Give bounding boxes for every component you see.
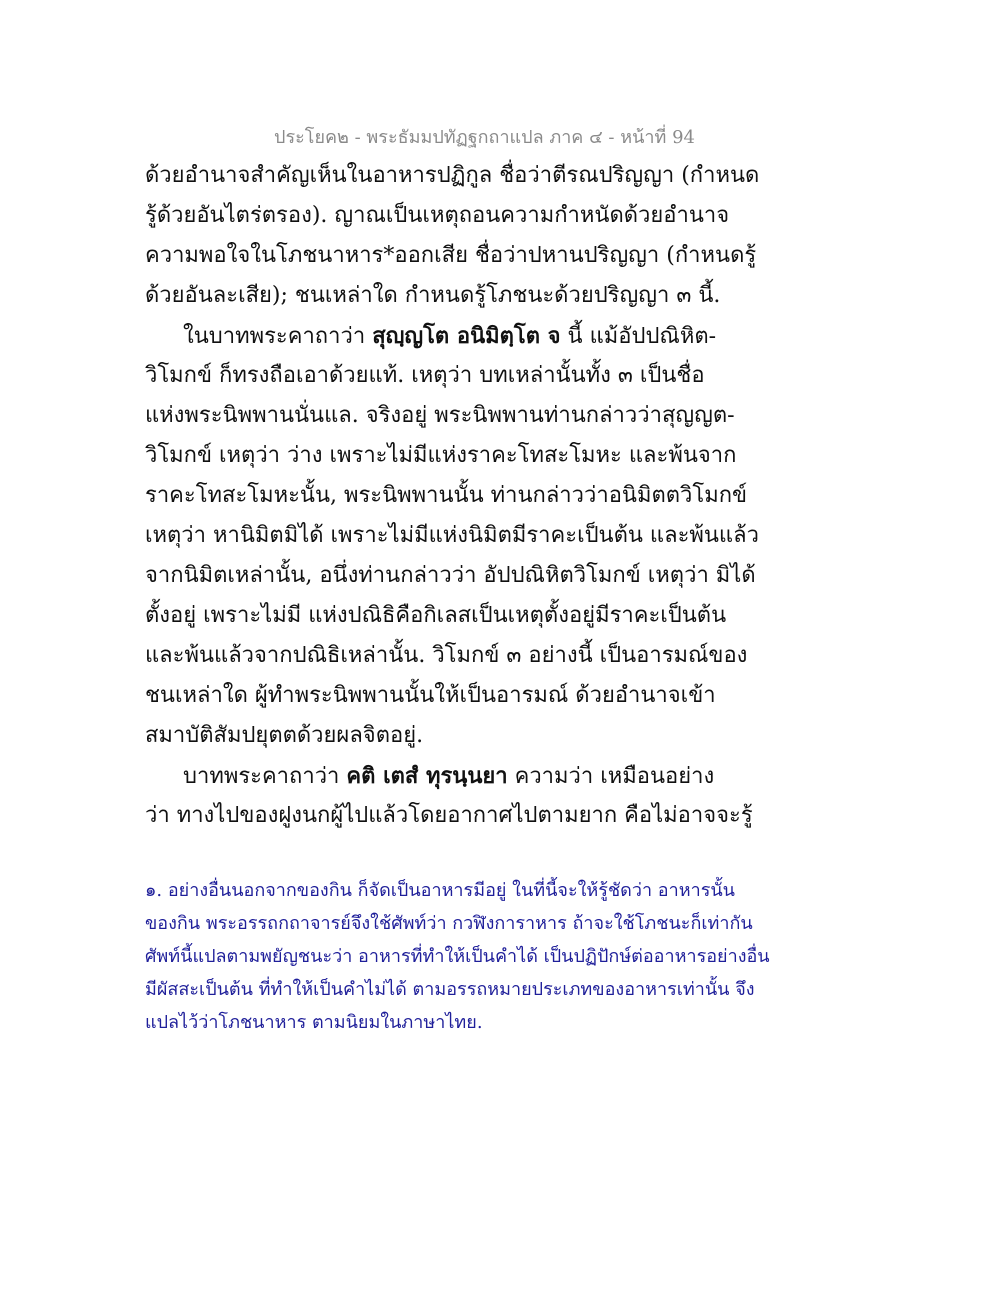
text-line: ชนเหล่าใด ผู้ทำพระนิพพานนั้นให้เป็นอารมณ์ ด้วยอำนาจเข้า bbox=[145, 683, 716, 708]
text-line: และพ้นแล้วจากปณิธิเหล่านั้น. วิโมกข์ ๓ อย่างนี้ เป็นอารมณ์ของ bbox=[145, 643, 748, 668]
text-line: ราคะโทสะโมหะนั้น, พระนิพพานนั้น ท่านกล่าวว่าอนิมิตตวิโมกข์ bbox=[145, 483, 748, 508]
text-span: นี้ แม้อัปปณิหิต- bbox=[560, 324, 717, 349]
footnote-line: ศัพท์นี้แปลตามพยัญชนะว่า อาหารที่ทำให้เป็นคำได้ เป็นปฏิปักษ์ต่ออาหารอย่างอื่น bbox=[145, 946, 770, 967]
text-line: ว่า ทางไปของฝูงนกผู้ไปแล้วโดยอากาศไปตามยาก คือไม่อาจจะรู้ bbox=[145, 803, 753, 828]
paragraph-start bbox=[145, 756, 845, 796]
text-line: วิโมกข์ ก็ทรงถือเอาด้วยแท้. เหตุว่า บทเหล่านั้นทั้ง ๓ เป็นชื่อ bbox=[145, 363, 705, 388]
running-head: ประโยค๒ - พระธัมมปทัฏฐกถาแปล ภาค ๔ - หน้าที่ 94 bbox=[274, 127, 695, 148]
footnote-line: ๑. อย่างอื่นนอกจากของกิน ก็จัดเป็นอาหารมีอยู่ ในที่นี้จะให้รู้ชัดว่า อาหารนั้น bbox=[145, 880, 735, 901]
footnote-line: ของกิน พระอรรถกถาจารย์จึงใช้ศัพท์ว่า กวฬิงการาหาร ถ้าจะใช้โภชนะก็เท่ากัน bbox=[145, 913, 753, 934]
text-line: สมาบัติสัมปยุตตด้วยผลจิตอยู่. bbox=[145, 723, 424, 748]
text-line: รู้ด้วยอันไตร่ตรอง). ญาณเป็นเหตุถอนความกำหนัดด้วยอำนาจ bbox=[145, 203, 730, 228]
footnote-line: แปลไว้ว่าโภชนาหาร ตามนิยมในภาษาไทย. bbox=[145, 1012, 483, 1033]
text-span: ในบาทพระคาถาว่า bbox=[183, 324, 373, 349]
text-line: ด้วยอันละเสีย); ชนเหล่าใด กำหนดรู้โภชนะด้วยปริญญา ๓ นี้. bbox=[145, 283, 721, 308]
main-text bbox=[145, 156, 845, 836]
text-line: จากนิมิตเหล่านั้น, อนึ่งท่านกล่าวว่า อัปปณิหิตวิโมกข์ เหตุว่า มิได้ bbox=[145, 563, 756, 588]
paragraph-start bbox=[145, 316, 845, 356]
text-line: แห่งพระนิพพานนั่นแล. จริงอยู่ พระนิพพานท่านกล่าวว่าสุญญต- bbox=[145, 403, 735, 428]
text-line: ความพอใจในโภชนาหาร*ออกเสีย ชื่อว่าปหานปริญญา (กำหนดรู้ bbox=[145, 243, 757, 268]
footnote bbox=[145, 874, 845, 1039]
pali-term: คติ เตสํ ทุรนฺนยา bbox=[346, 763, 508, 789]
text-line: ตั้งอยู่ เพราะไม่มี แห่งปณิธิคือกิเลสเป็นเหตุตั้งอยู่มีราคะเป็นต้น bbox=[145, 603, 727, 628]
text-span: บาทพระคาถาว่า bbox=[183, 764, 347, 789]
text-span: ความว่า เหมือนอย่าง bbox=[507, 764, 715, 789]
text-line: วิโมกข์ เหตุว่า ว่าง เพราะไม่มีแห่งราคะโทสะโมหะ และพ้นจาก bbox=[145, 443, 737, 468]
pali-term: สุญฺญโต อนิมิตฺโต จ bbox=[372, 323, 561, 349]
text-line: เหตุว่า หานิมิตมิได้ เพราะไม่มีแห่งนิมิตมีราคะเป็นต้น และพ้นแล้ว bbox=[145, 523, 759, 548]
footnote-line: มีผัสสะเป็นต้น ที่ทำให้เป็นคำไม่ได้ ตามอรรถหมายประเภทของอาหารเท่านั้น จึง bbox=[145, 979, 755, 1000]
text-line: ด้วยอำนาจสำคัญเห็นในอาหารปฏิกูล ชื่อว่าตีรณปริญญา (กำหนด bbox=[145, 163, 760, 188]
